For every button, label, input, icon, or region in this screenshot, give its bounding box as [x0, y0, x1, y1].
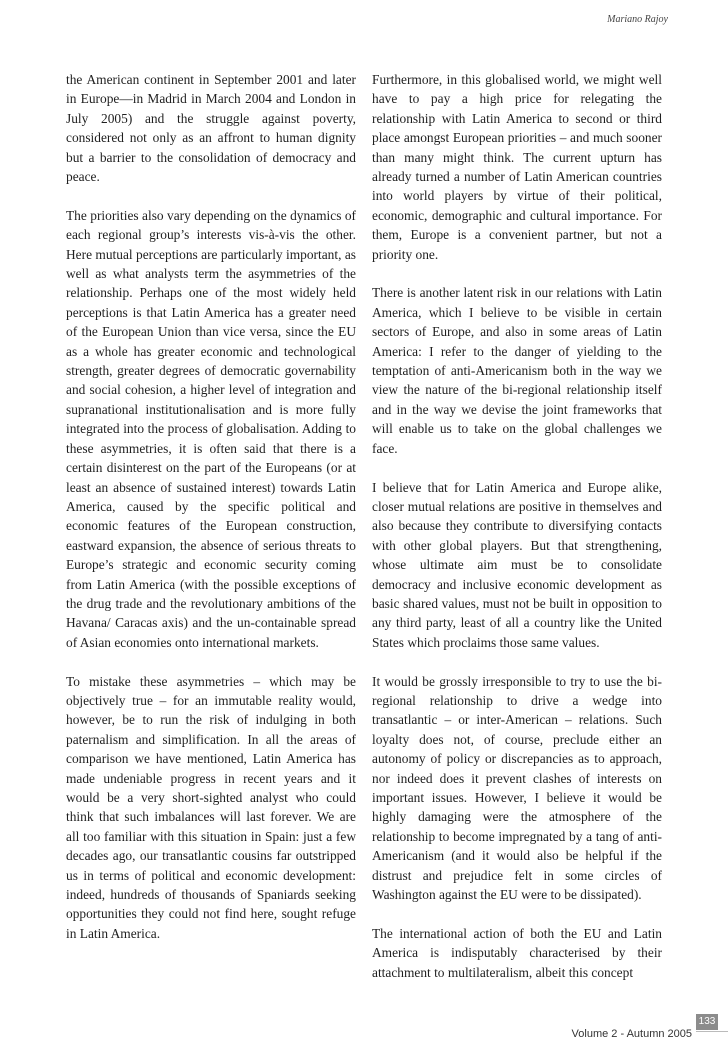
- paragraph: Furthermore, in this globalised world, we might well have to pay a high price for relegating the relationship with Latin America to second or third place amongst European priorities – and much sooner than many might think. The current upturn has already turned a number of Latin American countries into world players by virtue of their political, economic, demographic and cultural importance. For them, Europe is a convenient partner, but not a priority one.: [372, 72, 662, 262]
- paragraph: The international action of both the EU and Latin America is indisputably characterised by their attachment to multilateralism, albeit this concept: [372, 925, 662, 980]
- running-header-author: Mariano Rajoy: [607, 14, 668, 25]
- paragraph: To mistake these asymmetries – which may be objectively true – for an immutable reality would, however, be to run the risk of indulging in both paternalism and simplification. In all the areas of comparison we have mentioned, Latin America has made undeniable progress in recent years and it would be a very short-sighted analyst who could think that such imbalances will last forever. We are all too familiar with this situation in Spain: just a few decades ago, our transatlantic cousins far outstripped us in terms of political and economic development: indeed, hundreds of thousands of Spaniards seeking opportunities they could not find here, sought refuge in Latin America.: [66, 673, 356, 941]
- paragraph: The priorities also vary depending on the dynamics of each regional group’s interests vis-à-vis the other. Here mutual perceptions are particularly important, as well as what analysts term the asymmetries of the relationship. Perhaps one of the most widely held perceptions is that Latin America has a greater need of the European Union than vice versa, since the EU as a whole has greater economic and technological strength, greater degrees of democratic governability and social cohesion, a higher level of integration and supranational institutionalisation and is more fully integrated into the process of globalisation. Adding to these asymmetries, it is often said that there is a certain disinterest on the part of the Europeans (or at least an absence of sustained interest) towards Latin America, caused by the specific political and economic features of the European construction, eastward expansion, the absence of serious threats to Europe’s strategic and economic security coming from Latin America (with the possible exceptions of the drug trade and the revolutionary ambitions of the Havana/ Caracas axis) and the un-containable spread of Asian economies onto international markets.: [66, 207, 356, 650]
- page-number: 133: [696, 1014, 718, 1030]
- paragraph: I believe that for Latin America and Europe alike, closer mutual relations are positive in themselves and also because they contribute to diversifying contacts with other global players. But that strengthening, whose ultimate aim must be to consolidate democracy and inclusive economic development as basic shared values, must not be built in opposition to any third party, least of all a country like the United States which proclaims those same values.: [372, 479, 662, 650]
- paragraph: It would be grossly irresponsible to try to use the bi-regional relationship to drive a wedge into transatlantic – or inter-American – relations. Such loyalty does not, of course, preclude either an autonomy of policy or discrepancies as to approach, nor indeed does it prevent clashes of interests on important issues. However, I believe it would be highly damaging were the atmosphere of the relationship to become impregnated by a tang of anti-Americanism (and it would also be helpful if the distrust and prejudice felt in some circles of Washington against the EU were to be dissipated).: [372, 673, 662, 903]
- paragraph: There is another latent risk in our relations with Latin America, which I believe to be visible in certain sectors of Europe, and also in some areas of Latin America: I refer to the danger of yielding to the temptation of anti-Americanism both in the way we view the nature of the bi-regional relationship itself and in the way we devise the joint frameworks that will enable us to take on the global challenges we face.: [372, 285, 662, 456]
- left-text-column: [66, 70, 356, 963]
- issue-label: Volume 2 - Autumn 2005: [571, 1028, 692, 1040]
- footer-divider: [696, 1031, 728, 1032]
- right-text-column: [372, 70, 662, 982]
- paragraph: the American continent in September 2001 and later in Europe—in Madrid in March 2004 and London in July 2005) and the struggle against poverty, considered not only as an affront to human dignity but a barrier to the consolidation of democracy and peace.: [66, 72, 356, 185]
